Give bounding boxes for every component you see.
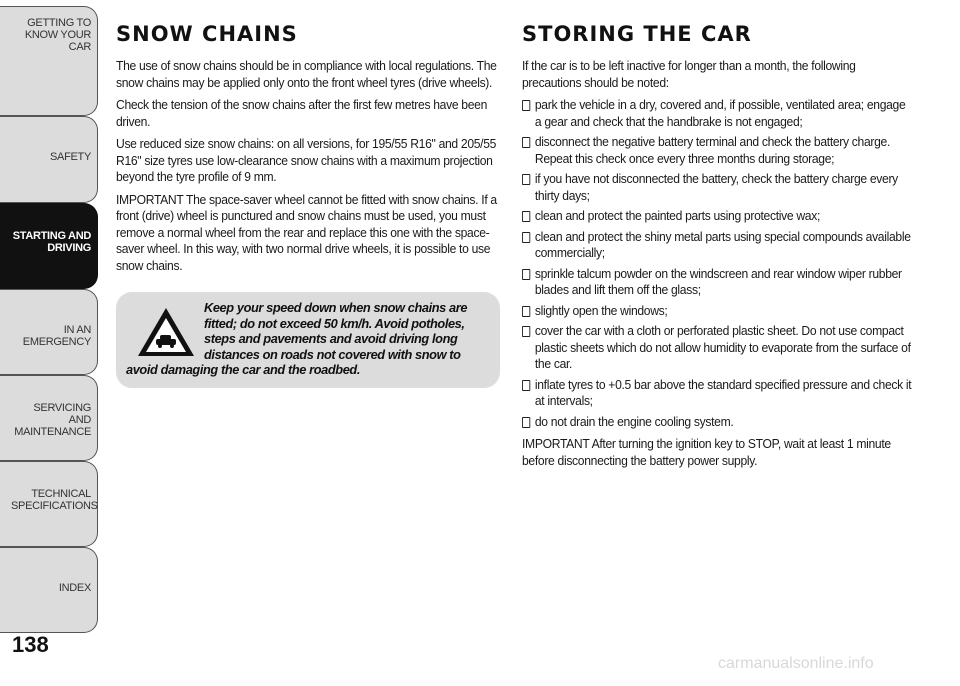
- warning-triangle-car-icon: [136, 306, 196, 358]
- tab-label: GETTING TO KNOW YOUR CAR: [24, 17, 91, 53]
- tab-label: SAFETY: [50, 151, 91, 163]
- precautions-list: [522, 97, 912, 430]
- warning-text: Keep your speed down when snow chains are fitted; do not exceed 50 km/h. Avoid potholes, steps and pavements and avoid driving long distances on roads not covered with snow to avoid damaging the car and the roadbed.: [126, 300, 468, 377]
- storing-section: [522, 22, 912, 475]
- checkbox-bullet-icon: [522, 174, 530, 185]
- list-item: clean and protect the shiny metal parts using special compounds available commercially;: [522, 229, 912, 262]
- important-note: IMPORTANT After turning the ignition key to STOP, wait at least 1 minute before disconnecting the battery power supply.: [522, 436, 891, 468]
- paragraph: If the car is to be left inactive for longer than a month, the following precautions should be noted:: [522, 58, 856, 90]
- checkbox-bullet-icon: [522, 306, 530, 317]
- tab-index[interactable]: [0, 547, 98, 633]
- checkbox-bullet-icon: [522, 380, 530, 391]
- checkbox-bullet-icon: [522, 417, 530, 428]
- list-item: disconnect the negative battery terminal and check the battery charge. Repeat this check once every three months during storage;: [522, 134, 912, 167]
- list-item: cover the car with a cloth or perforated plastic sheet. Do not use compact plastic sheets which do not allow humidity to evaporate from the surface of the car.: [522, 323, 912, 373]
- checkbox-bullet-icon: [522, 211, 530, 222]
- tab-safety[interactable]: [0, 116, 98, 203]
- list-item: slightly open the windows;: [522, 303, 912, 320]
- checkbox-bullet-icon: [522, 137, 530, 148]
- chapter-tabs: [0, 0, 100, 640]
- tab-label: IN AN EMERGENCY: [22, 324, 91, 348]
- list-item: park the vehicle in a dry, covered and, if possible, ventilated area; engage a gear and check that the handbrake is not engaged;: [522, 97, 912, 130]
- paragraph: Check the tension of the snow chains after the first few metres have been driven.: [116, 97, 488, 129]
- checkbox-bullet-icon: [522, 269, 530, 280]
- section-title: STORING THE CAR: [522, 22, 752, 46]
- page-number: 138: [12, 632, 49, 657]
- watermark[interactable]: carmanualsonline.info: [718, 655, 874, 672]
- tab-label: TECHNICAL SPECIFICATIONS: [11, 488, 98, 512]
- tab-technical-specifications[interactable]: [0, 461, 98, 547]
- tab-in-an-emergency[interactable]: [0, 289, 98, 375]
- list-item: sprinkle talcum powder on the windscreen and rear window wiper rubber blades and lift them off the glass;: [522, 266, 912, 299]
- tab-label: SERVICING AND MAINTENANCE: [14, 402, 91, 438]
- list-item: clean and protect the painted parts using protective wax;: [522, 208, 912, 225]
- snow-chains-section: [116, 22, 500, 388]
- tab-servicing[interactable]: [0, 375, 98, 461]
- tab-label: STARTING AND DRIVING: [12, 230, 91, 254]
- tab-getting-to-know[interactable]: [0, 6, 98, 116]
- tab-label: INDEX: [58, 582, 91, 594]
- warning-box: [116, 292, 500, 388]
- paragraph: IMPORTANT The space-saver wheel cannot be fitted with snow chains. If a front (drive) wheel is punctured and snow chains must be used, you must remove a normal wheel from the rear and replace this one with the space-saver wheel. In this way, with two normal drive wheels, it is possible to use snow chains.: [116, 191, 497, 273]
- list-item: do not drain the engine cooling system.: [522, 414, 912, 431]
- checkbox-bullet-icon: [522, 232, 530, 243]
- section-title: SNOW CHAINS: [116, 22, 298, 46]
- paragraph: Use reduced size snow chains: on all versions, for 195/55 R16" and 205/55 R16" size tyres use low-clearance snow chains with a maximum projection beyond the tyre profile of 9 mm.: [116, 136, 497, 184]
- tab-starting-and-driving[interactable]: [0, 203, 98, 289]
- list-item: if you have not disconnected the battery, check the battery charge every thirty days;: [522, 171, 912, 204]
- checkbox-bullet-icon: [522, 100, 530, 111]
- checkbox-bullet-icon: [522, 326, 530, 337]
- paragraph: The use of snow chains should be in compliance with local regulations. The snow chains may be applied only onto the front wheel tyres (drive wheels).: [116, 58, 497, 90]
- list-item: inflate tyres to +0.5 bar above the standard specified pressure and check it at intervals;: [522, 377, 912, 410]
